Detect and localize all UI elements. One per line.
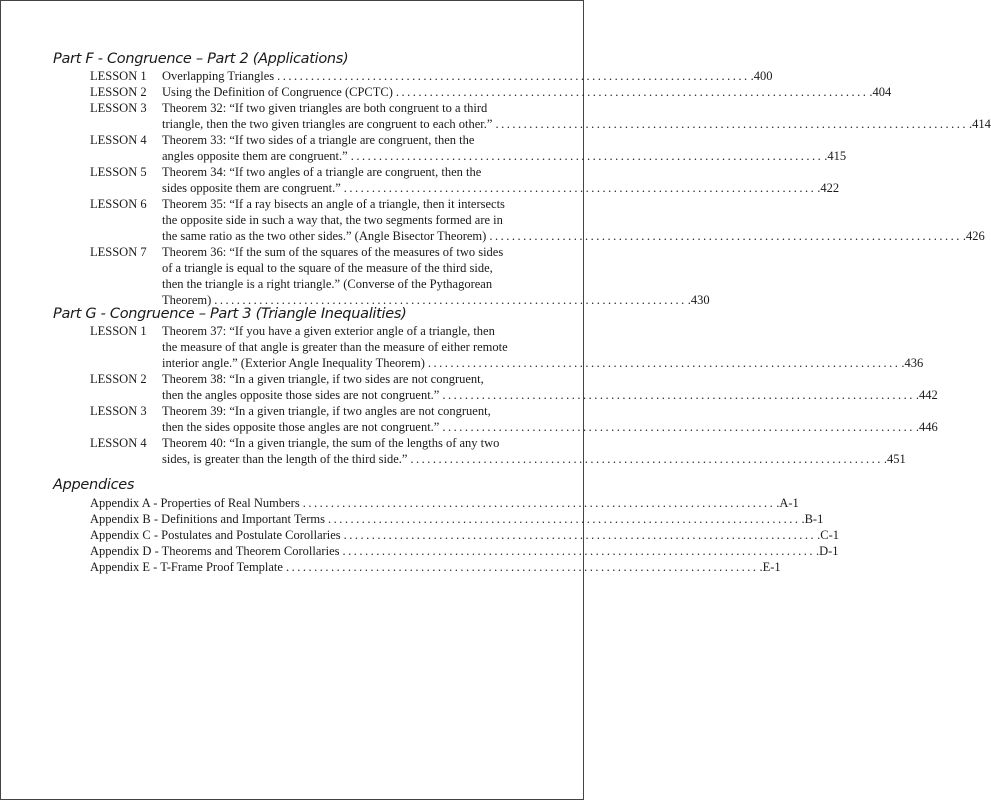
entry-line: Theorem 38: “In a given triangle, if two sides are not congruent, xyxy=(162,372,484,386)
page-number: .426 xyxy=(962,229,985,243)
part-g-lesson-3-label: LESSON 3 xyxy=(90,404,147,418)
entry-text: Overlapping Triangles xyxy=(162,69,275,83)
entry-line: Theorem 40: “In a given triangle, the sum of the lengths of any two xyxy=(162,436,500,450)
leader-dots: .................................................................................... xyxy=(350,149,824,163)
leader-dots: .................................................................................... xyxy=(277,69,750,83)
leader-dots: .................................................................................... xyxy=(495,117,968,131)
part-g-lesson-4-label: LESSON 4 xyxy=(90,436,147,450)
part-g-title: Part G - Congruence – Part 3 (Triangle Inequalities) xyxy=(53,306,407,322)
appendices-title: Appendices xyxy=(53,477,135,493)
leader-dots: .................................................................................... xyxy=(342,544,815,558)
page-number: .E-1 xyxy=(759,560,781,574)
page-number: .436 xyxy=(901,356,924,370)
page-number: .400 xyxy=(750,69,773,83)
leader-dots: .................................................................................... xyxy=(489,229,962,243)
part-f-lesson-2-label: LESSON 2 xyxy=(90,85,147,99)
part-f-lesson-1-entry xyxy=(162,68,773,84)
page-number: .446 xyxy=(915,420,938,434)
leader-dots: .................................................................................... xyxy=(395,85,869,99)
appendix-e xyxy=(90,559,781,575)
page-number: .D-1 xyxy=(815,544,839,558)
part-g-lesson-4-entry xyxy=(162,435,906,467)
appendix-label: Appendix C - Postulates and Postulate Corollaries xyxy=(90,528,341,542)
entry-line: Theorem 34: “If two angles of a triangle are congruent, then the xyxy=(162,165,482,179)
leader-dots: .................................................................................... xyxy=(343,181,817,195)
leader-dots: .................................................................................... xyxy=(302,496,776,510)
entry-line: of a triangle is equal to the square of the measure of the third side, xyxy=(162,261,493,275)
page-number: .451 xyxy=(883,452,906,466)
appendix-d xyxy=(90,543,839,559)
appendix-b xyxy=(90,511,824,527)
entry-text: interior angle.” (Exterior Angle Inequality Theorem) xyxy=(162,356,425,370)
part-f-lesson-7-label: LESSON 7 xyxy=(90,245,147,259)
part-f-lesson-4-label: LESSON 4 xyxy=(90,133,147,147)
page-number: .415 xyxy=(824,149,847,163)
part-f-lesson-5-entry xyxy=(162,164,840,196)
part-f-lesson-6-label: LESSON 6 xyxy=(90,197,147,211)
part-f-lesson-6-entry xyxy=(162,196,985,244)
page-number: .404 xyxy=(869,85,892,99)
appendix-label: Appendix D - Theorems and Theorem Corollaries xyxy=(90,544,340,558)
page-number: .B-1 xyxy=(801,512,824,526)
part-g-lesson-2-label: LESSON 2 xyxy=(90,372,147,386)
leader-dots: .................................................................................... xyxy=(442,420,915,434)
part-f-lesson-7-entry xyxy=(162,244,710,308)
appendix-c xyxy=(90,527,840,543)
part-g-lesson-3-entry xyxy=(162,403,938,435)
page-number: .C-1 xyxy=(817,528,840,542)
part-f-lesson-2-entry xyxy=(162,84,892,100)
leader-dots: .................................................................................... xyxy=(214,293,687,307)
page-number: .442 xyxy=(915,388,938,402)
page-number: .430 xyxy=(687,293,710,307)
part-f-lesson-3-entry xyxy=(162,100,991,132)
appendix-a xyxy=(90,495,799,511)
part-f-title: Part F - Congruence – Part 2 (Applications) xyxy=(53,51,349,67)
leader-dots: .................................................................................... xyxy=(410,452,883,466)
page-number: .414 xyxy=(968,117,991,131)
appendix-label: Appendix A - Properties of Real Numbers xyxy=(90,496,300,510)
entry-text: the same ratio as the two other sides.” (Angle Bisector Theorem) xyxy=(162,229,487,243)
entry-text: Theorem) xyxy=(162,293,212,307)
entry-text: triangle, then the two given triangles are congruent to each other.” xyxy=(162,117,493,131)
entry-line: Theorem 36: “If the sum of the squares of the measures of two sides xyxy=(162,245,504,259)
appendix-label: Appendix E - T-Frame Proof Template xyxy=(90,560,283,574)
entry-text: then the sides opposite those angles are not congruent.” xyxy=(162,420,440,434)
entry-line: the opposite side in such a way that, the two segments formed are in xyxy=(162,213,503,227)
entry-text: Using the Definition of Congruence (CPCTC) xyxy=(162,85,393,99)
entry-line: Theorem 33: “If two sides of a triangle are congruent, then the xyxy=(162,133,475,147)
appendix-list xyxy=(90,495,840,575)
leader-dots: .................................................................................... xyxy=(442,388,915,402)
entry-text: angles opposite them are congruent.” xyxy=(162,149,348,163)
entry-text: sides opposite them are congruent.” xyxy=(162,181,341,195)
entry-line: Theorem 39: “In a given triangle, if two angles are not congruent, xyxy=(162,404,491,418)
part-g-lesson-2-entry xyxy=(162,371,938,403)
appendix-label: Appendix B - Definitions and Important Terms xyxy=(90,512,325,526)
part-f-lesson-1-label: LESSON 1 xyxy=(90,69,147,83)
part-g-lesson-1-entry xyxy=(162,323,924,371)
page-number: .A-1 xyxy=(776,496,799,510)
entry-line: the measure of that angle is greater than the measure of either remote xyxy=(162,340,508,354)
leader-dots: .................................................................................... xyxy=(327,512,801,526)
part-f-lesson-4-entry xyxy=(162,132,847,164)
leader-dots: .................................................................................... xyxy=(285,560,759,574)
entry-text: then the angles opposite those sides are not congruent.” xyxy=(162,388,440,402)
leader-dots: .................................................................................... xyxy=(427,356,901,370)
leader-dots: .................................................................................... xyxy=(343,528,817,542)
entry-line: then the triangle is a right triangle.” (Converse of the Pythagorean xyxy=(162,277,493,291)
entry-text: sides, is greater than the length of the third side.” xyxy=(162,452,408,466)
part-f-lesson-5-label: LESSON 5 xyxy=(90,165,147,179)
part-g-lesson-1-label: LESSON 1 xyxy=(90,324,147,338)
page-number: .422 xyxy=(817,181,840,195)
part-f-lesson-3-label: LESSON 3 xyxy=(90,101,147,115)
entry-line: Theorem 32: “If two given triangles are both congruent to a third xyxy=(162,101,488,115)
entry-line: Theorem 37: “If you have a given exterior angle of a triangle, then xyxy=(162,324,495,338)
entry-line: Theorem 35: “If a ray bisects an angle of a triangle, then it intersects xyxy=(162,197,505,211)
